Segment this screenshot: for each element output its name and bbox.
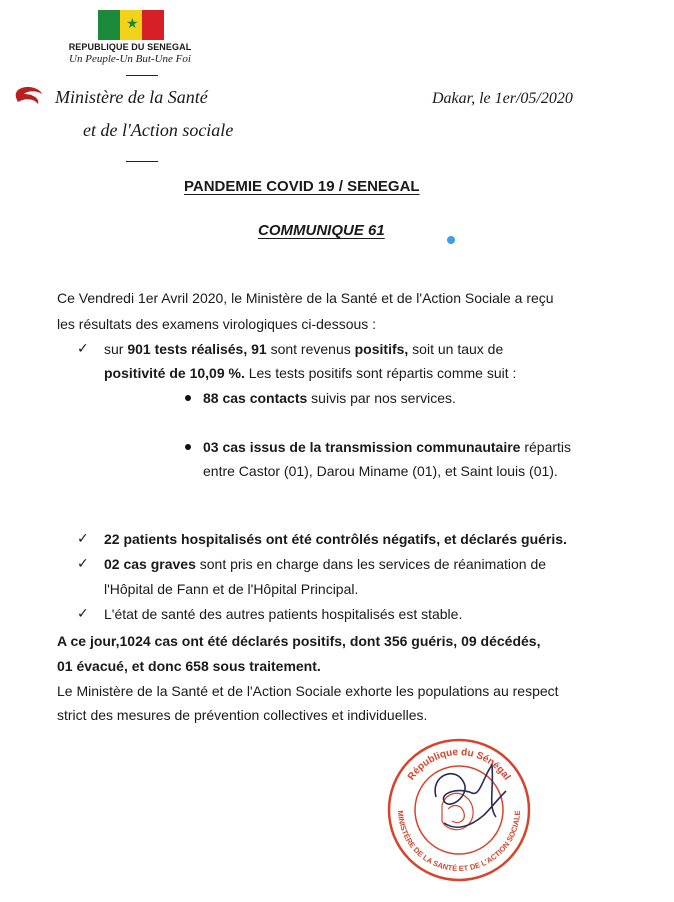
community-line-2: entre Castor (01), Darou Miname (01), et Saint louis (01). [203, 463, 558, 479]
severe-line-1: 02 cas graves sont pris en charge dans les services de réanimation de [104, 556, 547, 572]
checkmark-icon: ✓ [77, 341, 89, 357]
stamp-bottom-text: MINISTÈRE DE LA SANTÉ ET DE L'ACTION SOCIALE [395, 810, 523, 874]
header-divider-top [126, 75, 158, 76]
signature [435, 765, 506, 827]
senegal-flag [98, 10, 164, 40]
closing-line-1: Le Ministère de la Santé et de l'Action Sociale exhorte les populations au respect [57, 683, 559, 699]
official-stamp [384, 735, 534, 885]
header-divider-bottom [126, 161, 158, 162]
closing-line-2: strict des mesures de prévention collectives et individuelles. [57, 707, 428, 723]
checkmark-icon: ✓ [77, 556, 89, 572]
bullet-icon [185, 444, 191, 450]
intro-line-1: Ce Vendredi 1er Avril 2020, le Ministère de la Santé et de l'Action Sociale a reçu [57, 290, 554, 306]
summary-line-1: A ce jour,1024 cas ont été déclarés positifs, dont 356 guéris, 09 décédés, [57, 633, 541, 649]
summary-line-2: 01 évacué, et donc 658 sous traitement. [57, 658, 321, 674]
tests-line-2: positivité de 10,09 %. Les tests positifs sont répartis comme suit : [104, 365, 517, 381]
ministry-name-line2: et de l'Action sociale [83, 120, 234, 140]
checkmark-icon: ✓ [77, 531, 89, 547]
ministry-logo-icon [12, 86, 48, 108]
intro-line-2: les résultats des examens virologiques ci-dessous : [57, 316, 377, 332]
tests-line-1: sur 901 tests réalisés, 91 sont revenus positifs, soit un taux de [104, 341, 504, 357]
blue-dot-mark [447, 236, 455, 244]
stable-line: L'état de santé des autres patients hospitalisés est stable. [104, 606, 463, 622]
national-motto: Un Peuple-Un But-Une Foi [69, 53, 191, 65]
severe-line-2: l'Hôpital de Fann et de l'Hôpital Principal. [104, 581, 359, 597]
bullet-icon [185, 395, 191, 401]
community-line-1: 03 cas issus de la transmission communautaire répartis [203, 439, 572, 455]
communique-number: COMMUNIQUE 61 [258, 222, 385, 239]
healed-line: 22 patients hospitalisés ont été contrôlés négatifs, et déclarés guéris. [104, 531, 567, 547]
stamp-top-text: République du Sénégal [405, 746, 513, 783]
checkmark-icon: ✓ [77, 606, 89, 622]
flag-star-icon: ★ [126, 16, 139, 32]
ministry-name-line1: Ministère de la Santé [55, 87, 208, 107]
dateline: Dakar, le 1er/05/2020 [432, 90, 573, 107]
page-title: PANDEMIE COVID 19 / SENEGAL [184, 178, 420, 195]
contacts-line: 88 cas contacts suivis par nos services. [203, 390, 456, 406]
republic-label: REPUBLIQUE DU SENEGAL [68, 42, 192, 52]
